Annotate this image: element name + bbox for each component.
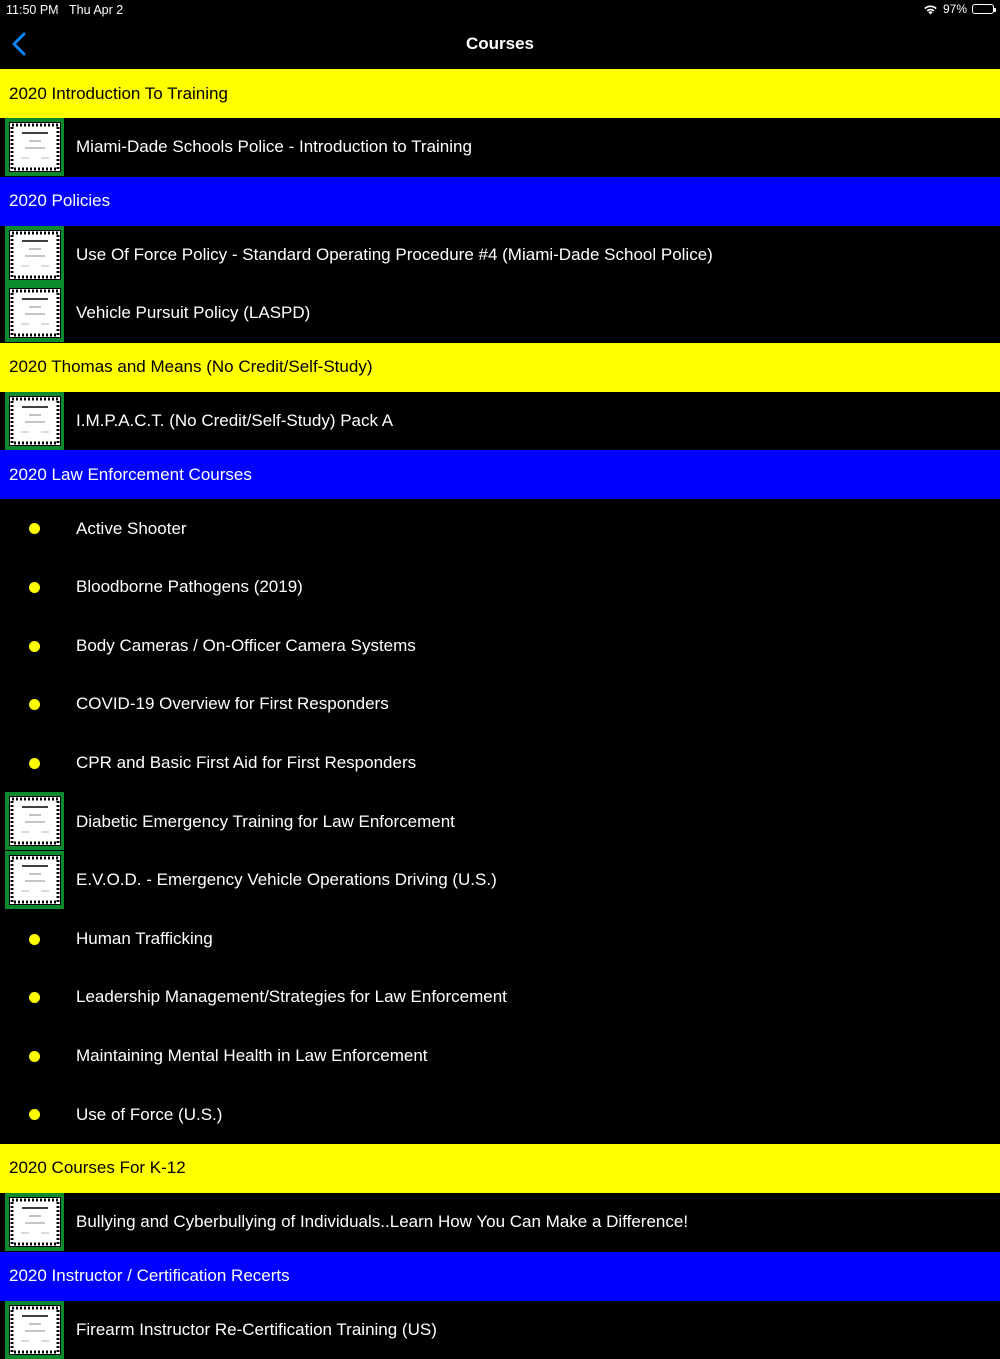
status-bar	[0, 0, 1000, 20]
course-label: Bloodborne Pathogens (2019)	[76, 577, 303, 597]
certificate-icon	[5, 118, 64, 176]
course-label: I.M.P.A.C.T. (No Credit/Self-Study) Pack A	[76, 411, 393, 431]
course-row[interactable]	[0, 910, 1000, 969]
certificate-icon	[5, 284, 64, 342]
course-list[interactable]	[0, 69, 1000, 1359]
course-label: Diabetic Emergency Training for Law Enforcement	[76, 812, 455, 832]
battery-icon	[972, 4, 994, 14]
course-row[interactable]	[0, 392, 1000, 451]
certificate-icon	[5, 392, 64, 450]
course-row[interactable]	[0, 968, 1000, 1027]
section-header: 2020 Instructor / Certification Recerts	[0, 1252, 1000, 1301]
bullet-icon	[29, 699, 40, 710]
course-row[interactable]	[0, 734, 1000, 793]
course-row[interactable]	[0, 284, 1000, 343]
bullet-icon	[29, 1109, 40, 1120]
course-label: E.V.O.D. - Emergency Vehicle Operations Driving (U.S.)	[76, 870, 497, 890]
course-label: Use Of Force Policy - Standard Operating Procedure #4 (Miami-Dade School Police)	[76, 245, 713, 265]
course-row[interactable]	[0, 617, 1000, 676]
certificate-icon	[5, 1193, 64, 1251]
status-date: Thu Apr 2	[69, 3, 123, 17]
course-label: Vehicle Pursuit Policy (LASPD)	[76, 303, 310, 323]
bullet-icon	[29, 934, 40, 945]
course-label: Use of Force (U.S.)	[76, 1105, 222, 1125]
bullet-icon	[29, 582, 40, 593]
section-header: 2020 Courses For K-12	[0, 1144, 1000, 1193]
page-title: Courses	[0, 34, 1000, 54]
certificate-icon	[5, 226, 64, 284]
course-label: Firearm Instructor Re-Certification Training (US)	[76, 1320, 437, 1340]
certificate-icon	[5, 792, 64, 850]
course-label: Bullying and Cyberbullying of Individuals..Learn How You Can Make a Difference!	[76, 1212, 688, 1232]
status-time: 11:50 PM Thu Apr 2	[6, 3, 123, 17]
course-label: CPR and Basic First Aid for First Responders	[76, 753, 416, 773]
course-row[interactable]	[0, 1193, 1000, 1252]
course-row[interactable]	[0, 226, 1000, 285]
bullet-icon	[29, 1051, 40, 1062]
course-row[interactable]	[0, 1085, 1000, 1144]
bullet-icon	[29, 992, 40, 1003]
status-indicators	[923, 2, 994, 16]
course-row[interactable]	[0, 1301, 1000, 1359]
section-header: 2020 Law Enforcement Courses	[0, 450, 1000, 499]
course-label: Active Shooter	[76, 519, 187, 539]
bullet-icon	[29, 758, 40, 769]
course-label: Maintaining Mental Health in Law Enforcement	[76, 1046, 428, 1066]
course-row[interactable]	[0, 792, 1000, 851]
section-header: 2020 Policies	[0, 177, 1000, 226]
navigation-bar	[0, 20, 1000, 69]
section-header: 2020 Thomas and Means (No Credit/Self-Study)	[0, 343, 1000, 392]
certificate-icon	[5, 1301, 64, 1359]
course-label: Body Cameras / On-Officer Camera Systems	[76, 636, 416, 656]
course-row[interactable]	[0, 118, 1000, 177]
course-label: Human Trafficking	[76, 929, 213, 949]
course-row[interactable]	[0, 851, 1000, 910]
course-row[interactable]	[0, 558, 1000, 617]
course-row[interactable]	[0, 675, 1000, 734]
course-label: COVID-19 Overview for First Responders	[76, 694, 389, 714]
bullet-icon	[29, 523, 40, 534]
certificate-icon	[5, 851, 64, 909]
course-label: Leadership Management/Strategies for Law Enforcement	[76, 987, 507, 1007]
course-label: Miami-Dade Schools Police - Introduction to Training	[76, 137, 472, 157]
battery-percent: 97%	[943, 2, 967, 16]
course-row[interactable]	[0, 499, 1000, 558]
bullet-icon	[29, 641, 40, 652]
wifi-icon	[923, 4, 938, 15]
section-header: 2020 Introduction To Training	[0, 69, 1000, 118]
course-row[interactable]	[0, 1027, 1000, 1086]
